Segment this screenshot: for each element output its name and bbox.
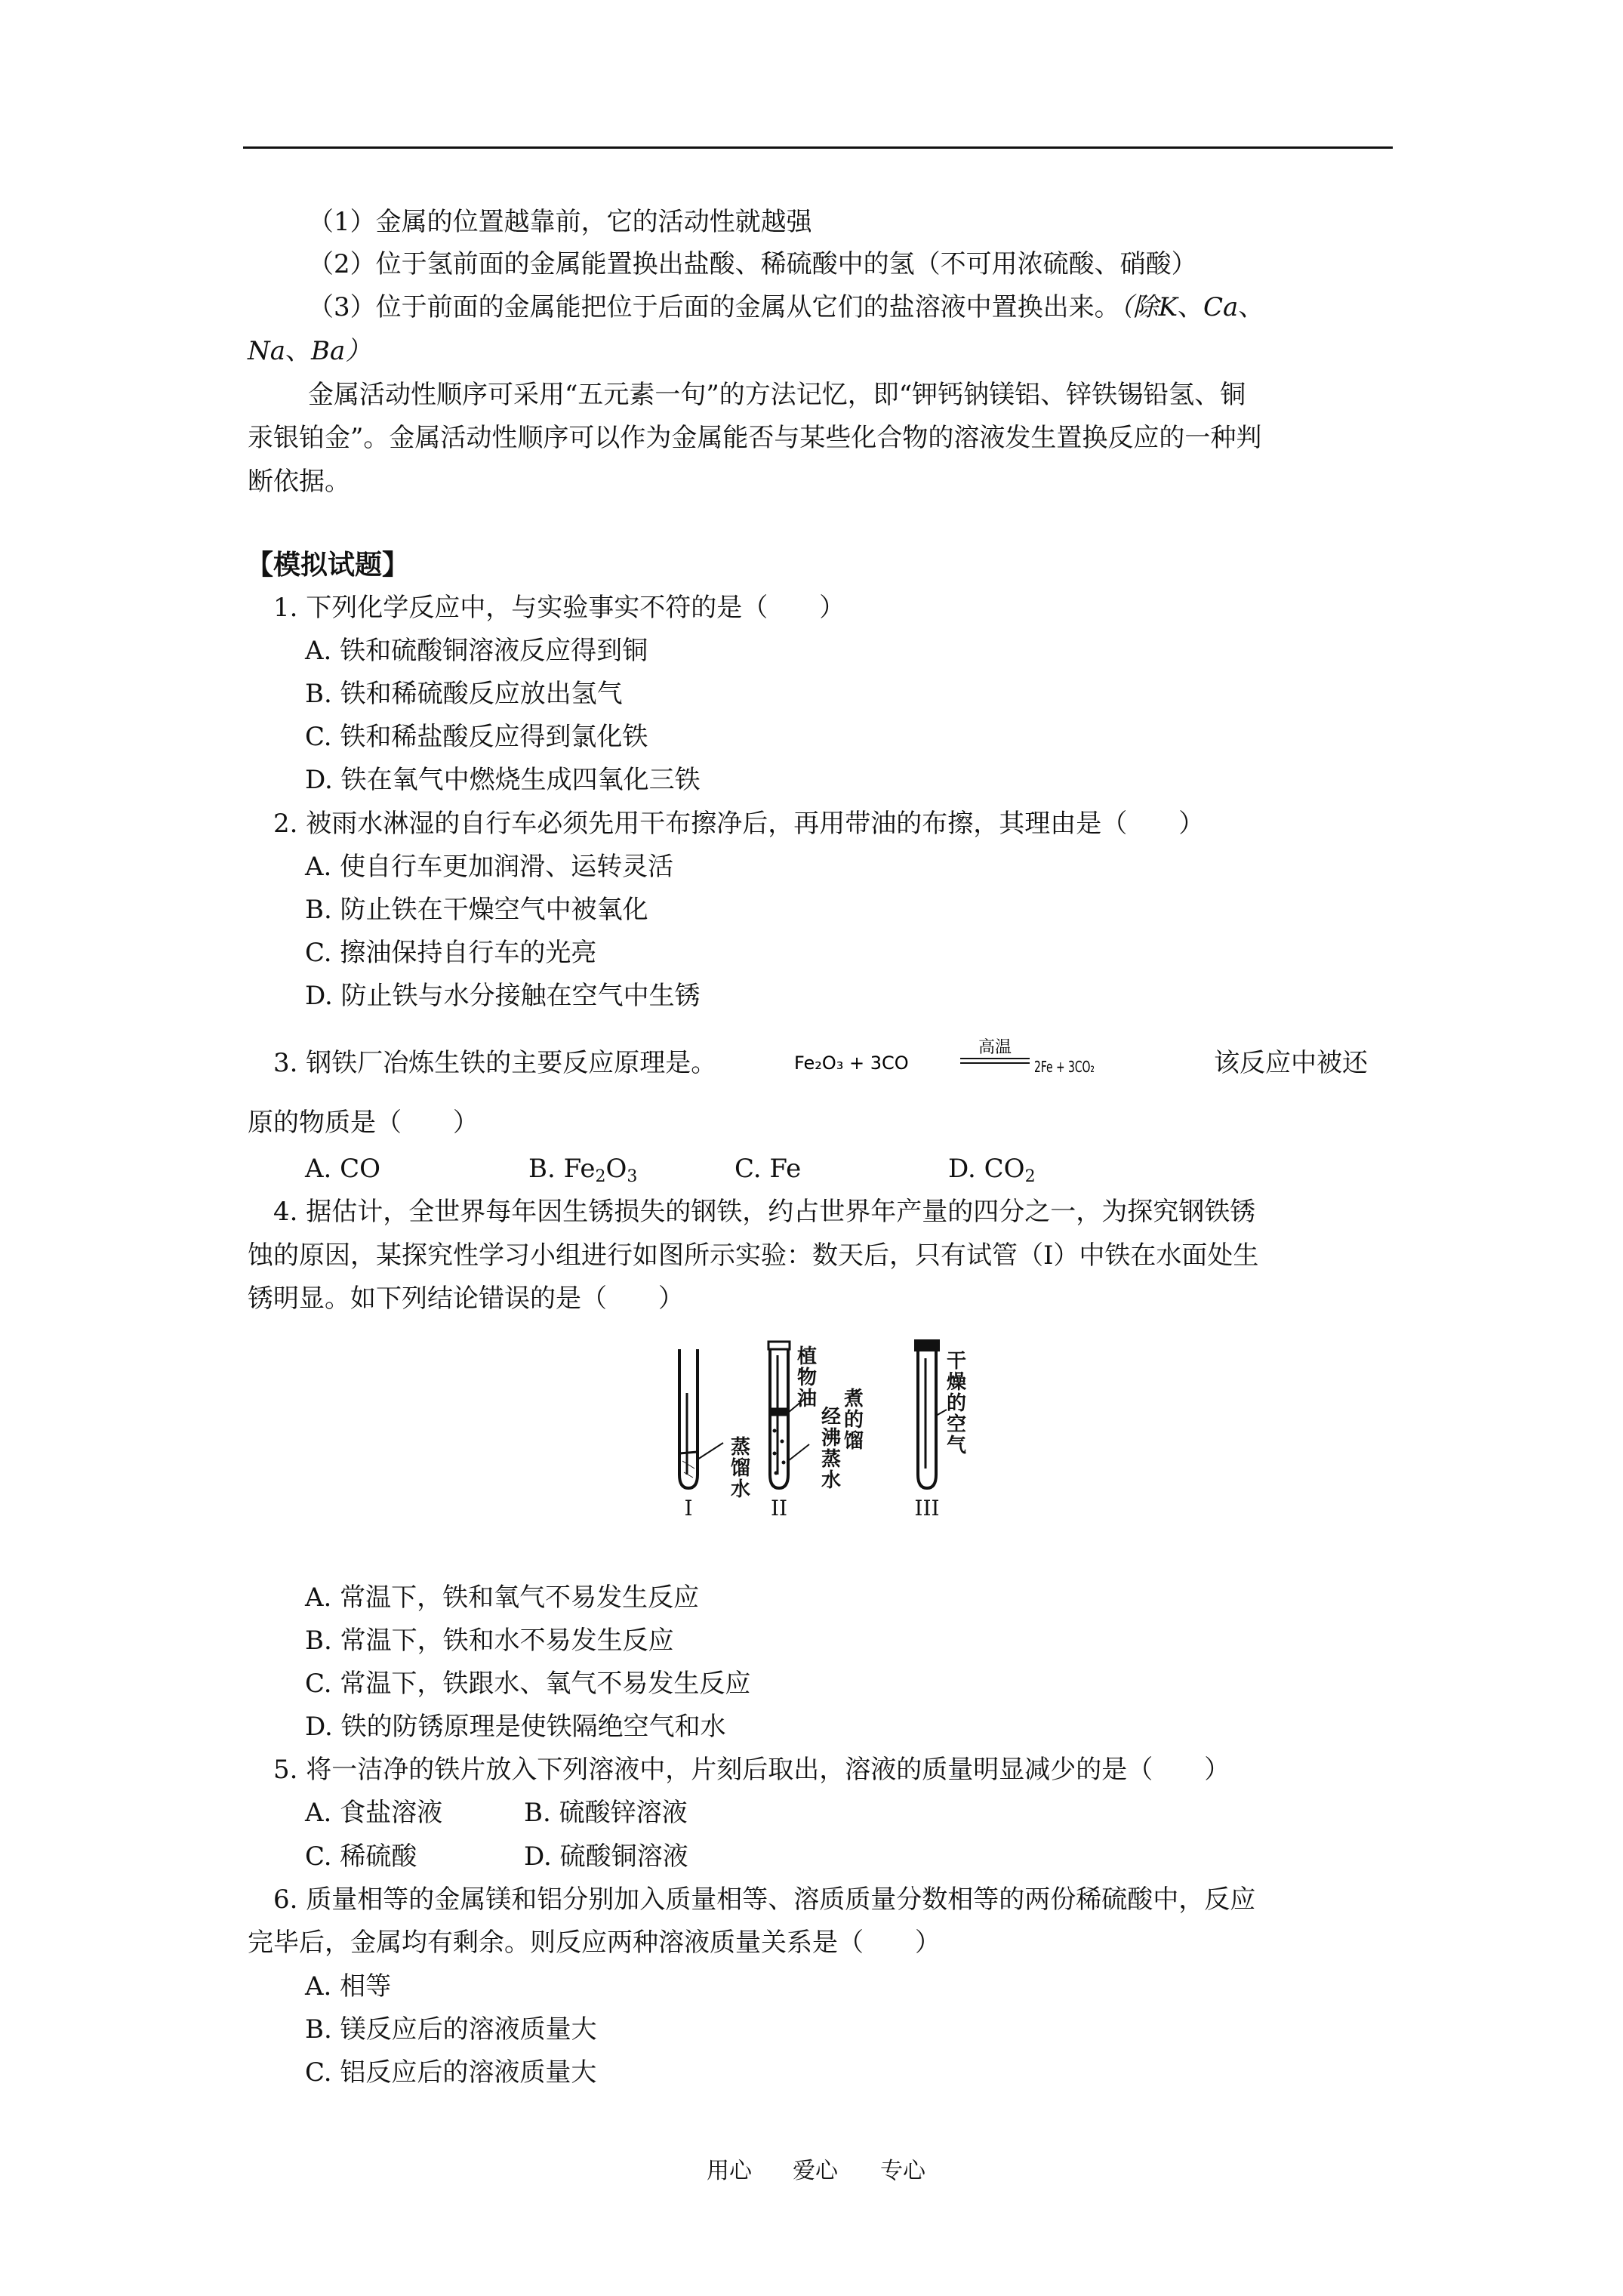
reaction-equation — [793, 1036, 1095, 1081]
q5-stem: 5. 将一洁净的铁片放入下列溶液中，片刻后取出，溶液的质量明显减少的是（ ） — [273, 1755, 1230, 1785]
paragraph-line-1: 金属活动性顺序可采用“五元素一句”的方法记忆，即“钾钙钠镁铝、锌铁锡铅氢、铜 — [308, 380, 1246, 410]
q4-stem-line-2: 蚀的原因，某探究性学习小组进行如图所示实验：数天后，只有试管（I）中铁在水面处生 — [248, 1240, 1259, 1271]
q4-option-a: A. 常温下，铁和氧气不易发生反应 — [305, 1583, 700, 1613]
note-3-text: （3）位于前面的金属能把位于后面的金属从它们的盐溶液中置换出来。 — [308, 292, 1120, 322]
q3-option-b-o: O — [605, 1154, 627, 1184]
q3-option-b-sub: 2 — [595, 1167, 606, 1186]
note-3-na: Na — [248, 336, 286, 366]
note-3-except: （除 — [1119, 292, 1159, 322]
q4-option-b: B. 常温下，铁和水不易发生反应 — [305, 1626, 674, 1656]
tube1-label-2: 馏 — [731, 1457, 751, 1480]
q3-option-b-fe: B. Fe — [528, 1154, 596, 1184]
footer-text-1: 用心 — [707, 2158, 752, 2184]
tube3-label-5: 气 — [947, 1435, 967, 1457]
tube1-label-1: 蒸 — [731, 1436, 751, 1459]
header-rule — [243, 146, 1393, 149]
test-tube-3 — [918, 1349, 936, 1488]
note-3-close: ） — [345, 336, 371, 366]
q6-stem-line-2: 完毕后，金属均有剩余。则反应两种溶液质量关系是（ ） — [248, 1928, 941, 1958]
q1-option-a: A. 铁和硫酸铜溶液反应得到铜 — [305, 636, 648, 666]
q5-option-a: A. 食盐溶液 — [305, 1798, 443, 1828]
footer-text-3: 专心 — [880, 2158, 925, 2184]
note-3-k: K — [1158, 292, 1178, 322]
q6-option-c: C. 铝反应后的溶液质量大 — [305, 2057, 597, 2088]
q3-option-d — [948, 1154, 1036, 1184]
note-3 — [308, 292, 1264, 322]
note-3-ba: Ba — [311, 336, 346, 366]
q1-option-b: B. 铁和稀硫酸反应放出氢气 — [305, 679, 623, 709]
tube2-oil-label-3: 油 — [797, 1388, 818, 1410]
q4-stem-line-3: 锈明显。如下列结论错误的是（ ） — [248, 1284, 684, 1314]
q3-option-d-sub: 2 — [1024, 1167, 1036, 1186]
test-tube-figure — [648, 1340, 965, 1552]
q2-option-d: D. 防止铁与水分接触在空气中生锈 — [305, 981, 701, 1011]
q4-option-d: D. 铁的防锈原理是使铁隔绝空气和水 — [305, 1712, 726, 1742]
tube2-water-label-5: 煮 — [844, 1388, 864, 1410]
tube3-label-2: 燥 — [947, 1371, 967, 1394]
note-3-cont — [248, 336, 371, 366]
note-3-sep: 、 — [285, 336, 312, 366]
q2-option-a: A. 使自行车更加润滑、运转灵活 — [305, 852, 674, 882]
note-1: （1）金属的位置越靠前，它的活动性就越强 — [308, 207, 812, 237]
equation-left: Fe₂O₃ + 3CO — [794, 1052, 909, 1074]
note-3-ca: Ca — [1203, 292, 1239, 322]
tube2-oil-label-2: 物 — [797, 1367, 818, 1389]
q3-stem-line2: 原的物质是（ ） — [248, 1108, 479, 1138]
tube2-water-label-6: 的 — [844, 1409, 864, 1432]
section-title: 【模拟试题】 — [246, 549, 410, 581]
q5-option-c: C. 稀硫酸 — [305, 1841, 417, 1872]
q3-option-b-sub: 3 — [627, 1167, 638, 1186]
q4-option-c: C. 常温下，铁跟水、氧气不易发生反应 — [305, 1669, 751, 1699]
tube1-numeral: I — [684, 1496, 693, 1521]
tube3-numeral: III — [914, 1496, 940, 1521]
q1-stem: 1. 下列化学反应中，与实验事实不符的是（ ） — [273, 593, 845, 623]
test-tube-1 — [679, 1349, 698, 1488]
note-3-sep: 、 — [1178, 292, 1204, 322]
q3-option-d-co: D. CO — [948, 1154, 1025, 1184]
tube2-water-label-4: 水 — [821, 1469, 842, 1492]
q3-stem-after: 该反应中被还 — [1214, 1048, 1368, 1078]
tube2-numeral: II — [770, 1496, 788, 1521]
q2-option-b: B. 防止铁在干燥空气中被氧化 — [305, 895, 648, 925]
equation-right: 2Fe + 3CO₂ — [1034, 1058, 1095, 1076]
tube2-water-label-7: 馏 — [844, 1430, 864, 1453]
note-2: （2）位于氢前面的金属能置换出盐酸、稀硫酸中的氢（不可用浓硫酸、硝酸） — [308, 249, 1197, 279]
tube3-label-3: 的 — [947, 1392, 967, 1415]
tube2-water-label-3: 蒸 — [821, 1448, 842, 1471]
q2-stem: 2. 被雨水淋湿的自行车必须先用干布擦净后，再用带油的布擦，其理由是（ ） — [273, 809, 1205, 839]
q1-option-c: C. 铁和稀盐酸反应得到氯化铁 — [305, 722, 648, 752]
tube1-label-3: 水 — [731, 1478, 751, 1501]
paragraph-line-2: 汞银铂金”。金属活动性顺序可以作为金属能否与某些化合物的溶液发生置换反应的一种判 — [248, 423, 1262, 453]
q2-option-c: C. 擦油保持自行车的光亮 — [305, 938, 597, 968]
test-tube-2 — [770, 1349, 788, 1488]
tube3-label-1: 干 — [947, 1350, 967, 1373]
q3-stem-before: 3. 钢铁厂冶炼生铁的主要反应原理是。 — [273, 1048, 717, 1078]
paragraph-line-3: 断依据。 — [248, 467, 350, 497]
q5-option-b: B. 硫酸锌溶液 — [524, 1798, 688, 1828]
q3-option-b — [528, 1154, 637, 1184]
q1-option-d: D. 铁在氧气中燃烧生成四氧化三铁 — [305, 765, 701, 795]
tube2-water-label-1: 经 — [821, 1406, 842, 1428]
q4-stem-line-1: 4. 据估计，全世界每年因生锈损失的钢铁，约占世界年产量的四分之一，为探究钢铁锈 — [273, 1197, 1256, 1227]
q5-option-d: D. 硫酸铜溶液 — [524, 1841, 688, 1872]
equation-condition: 高温 — [978, 1038, 1012, 1057]
q3-option-c: C. Fe — [735, 1154, 802, 1184]
footer-text-2: 爱心 — [793, 2158, 838, 2184]
q3-option-a: A. CO — [305, 1154, 381, 1184]
tube2-water-label-2: 沸 — [821, 1427, 842, 1450]
tube3-label-4: 空 — [947, 1413, 967, 1436]
q6-option-b: B. 镁反应后的溶液质量大 — [305, 2014, 597, 2045]
tube2-oil-label-1: 植 — [797, 1345, 818, 1368]
note-3-sep: 、 — [1238, 292, 1264, 322]
q6-option-a: A. 相等 — [305, 1971, 392, 2002]
q6-stem-line-1: 6. 质量相等的金属镁和铝分别加入质量相等、溶质质量分数相等的两份稀硫酸中，反应 — [273, 1885, 1256, 1915]
